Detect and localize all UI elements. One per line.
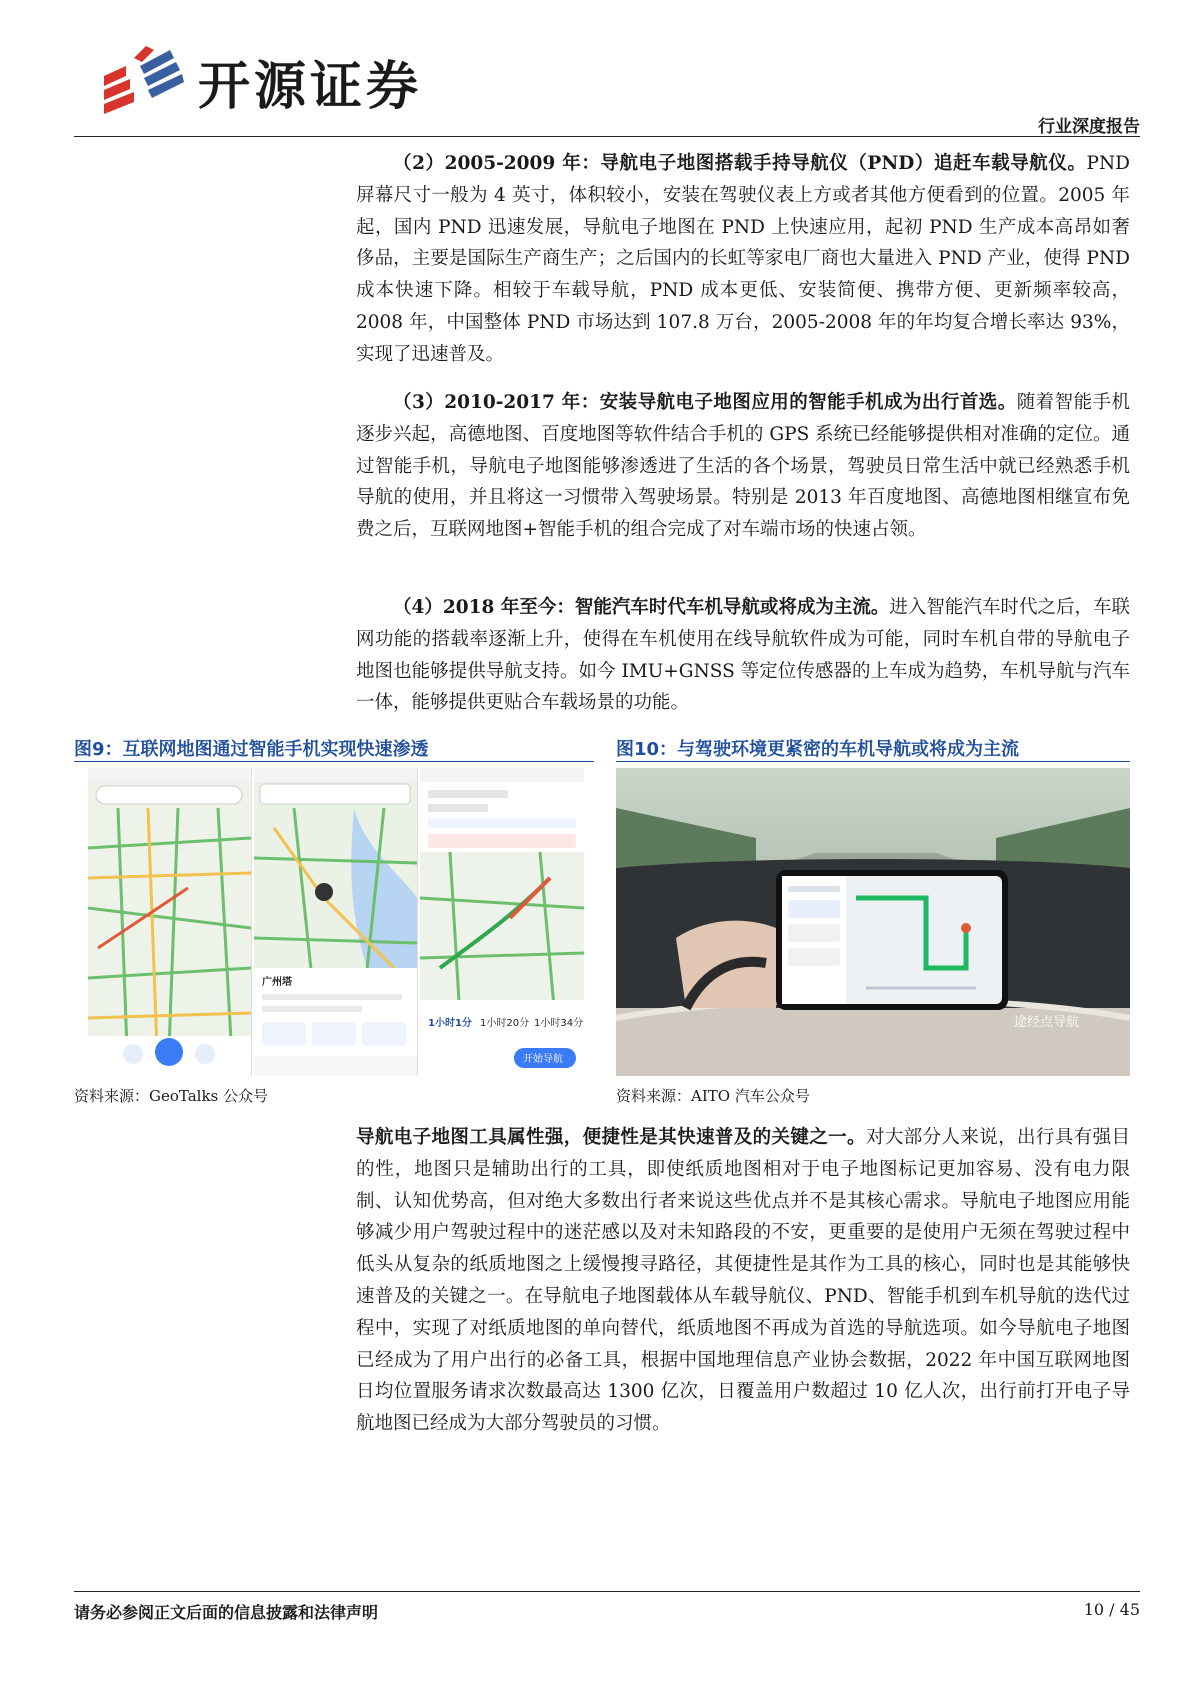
header-divider <box>74 136 1140 137</box>
footer-divider <box>74 1591 1140 1592</box>
figure-10-rule <box>616 761 1130 762</box>
footer-disclaimer: 请务必参阅正文后面的信息披露和法律声明 <box>74 1603 379 1622</box>
waypoint-navigation-label: 途经点导航 <box>1014 1015 1080 1030</box>
route-time-1: 1小时1分 <box>428 1018 472 1029</box>
section-heading: （2）2005-2009 年：导航电子地图搭载手持导航仪（PND）追赶车载导航仪。 <box>393 153 1087 174</box>
company-name: 开源证券 <box>198 57 423 117</box>
company-logo <box>100 36 520 116</box>
phone-map-3 <box>420 768 584 1076</box>
figure-9-phone-screenshots <box>88 768 584 1076</box>
section-body: 随着智能手机逐步兴起，高德地图、百度地图等软件结合手机的 GPS 系统已经能够提供相对准确的定位。通过智能手机，导航电子地图能够渗透进了生活的各个场景，驾驶员日常生活中就已经熟悉手机导航的使用，并且将这一习惯带入驾驶场景。特别是 2013 年百度地图、高德地图相继宣布免费之后，互联网地图+智能手机的组合完成了对车端市场的快速占领。 <box>356 392 1130 541</box>
section-body: 对大部分人来说，出行具有强目的性，地图只是辅助出行的工具，即使纸质地图相对于电子地图标记更加容易、没有电力限制、认知优势高，但对绝大多数出行者来说这些优点并不是其核心需求。导航电子地图应用能够减少用户驾驶过程中的迷茫感以及对未知路段的不安，更重要的是使用户无须在驾驶过程中低头从复杂的纸质地图之上缓慢搜寻路径，其便捷性是其作为工具的核心，同时也是其能够快速普及的关键之一。在导航电子地图载体从车载导航仪、PND、智能手机到车机导航的迭代过程中，实现了对纸质地图的单向替代，纸质地图不再成为首选的导航选项。如今导航电子地图已经成为了用户出行的必备工具，根据中国地理信息产业协会数据，2022 年中国互联网地图日均位置服务请求次数最高达 1300 亿次，日覆盖用户数超过 10 亿人次，出行前打开电子导航地图已经成为大部分驾驶员的习惯。 <box>356 1127 1130 1435</box>
report-type-label: 行业深度报告 <box>1038 117 1140 137</box>
route-time-2: 1小时20分 <box>480 1018 530 1029</box>
phone-map-2 <box>254 768 418 1076</box>
route-time-3: 1小时34分 <box>534 1018 584 1029</box>
start-navigation-label: 开始导航 <box>523 1054 563 1065</box>
figure-10-car-photo <box>616 768 1130 1076</box>
figure-9-title: 图9：互联网地图通过智能手机实现快速渗透 <box>74 739 429 760</box>
section-heading: 导航电子地图工具属性强，便捷性是其快速普及的关键之一。 <box>356 1127 866 1148</box>
section-body: PND 屏幕尺寸一般为 4 英寸，体积较小，安装在驾驶仪表上方或者其他方便看到的位置。2005 年起，国内 PND 迅速发展，导航电子地图在 PND 上快速应用，起初 PND 生产成本高昂如奢侈品，主要是国际生产商生产；之后国内的长虹等家电厂商也大量进入 PND 产业，使得 PND 成本快速下降。相较于车载导航，PND 成本更低、安装简便、携带方便、更新频率较高，2008 年，中国整体 PND 市场达到 107.8 万台，2005-2008 年的年均复合增长率达 93%，实现了迅速普及。 <box>356 153 1130 365</box>
section-smartphone <box>356 387 1130 546</box>
logo-mark-icon <box>100 36 190 116</box>
figure-9-rule <box>74 761 594 762</box>
section-car-navigation <box>356 592 1130 719</box>
figure-9-source: 资料来源：GeoTalks 公众号 <box>74 1087 269 1105</box>
section-tool-attribute <box>356 1122 1130 1440</box>
poi-name: 广州塔 <box>262 977 292 988</box>
page-number: 10 / 45 <box>1083 1600 1140 1619</box>
section-heading: （4）2018 年至今：智能汽车时代车机导航或将成为主流。 <box>393 597 890 618</box>
figure-10-source: 资料来源：AITO 汽车公众号 <box>616 1087 810 1105</box>
section-body: 进入智能汽车时代之后，车联网功能的搭载率逐渐上升，使得在车机使用在线导航软件成为可能，同时车机自带的导航电子地图也能够提供导航支持。如今 IMU+GNSS 等定位传感器的上车成为趋势，车机导航与汽车一体，能够提供更贴合车载场景的功能。 <box>356 597 1130 714</box>
section-pnd <box>356 148 1130 371</box>
phone-map-1 <box>88 768 252 1076</box>
figure-10-title: 图10：与驾驶环境更紧密的车机导航或将成为主流 <box>616 739 1020 760</box>
section-heading: （3）2010-2017 年：安装导航电子地图应用的智能手机成为出行首选。 <box>393 392 1017 413</box>
